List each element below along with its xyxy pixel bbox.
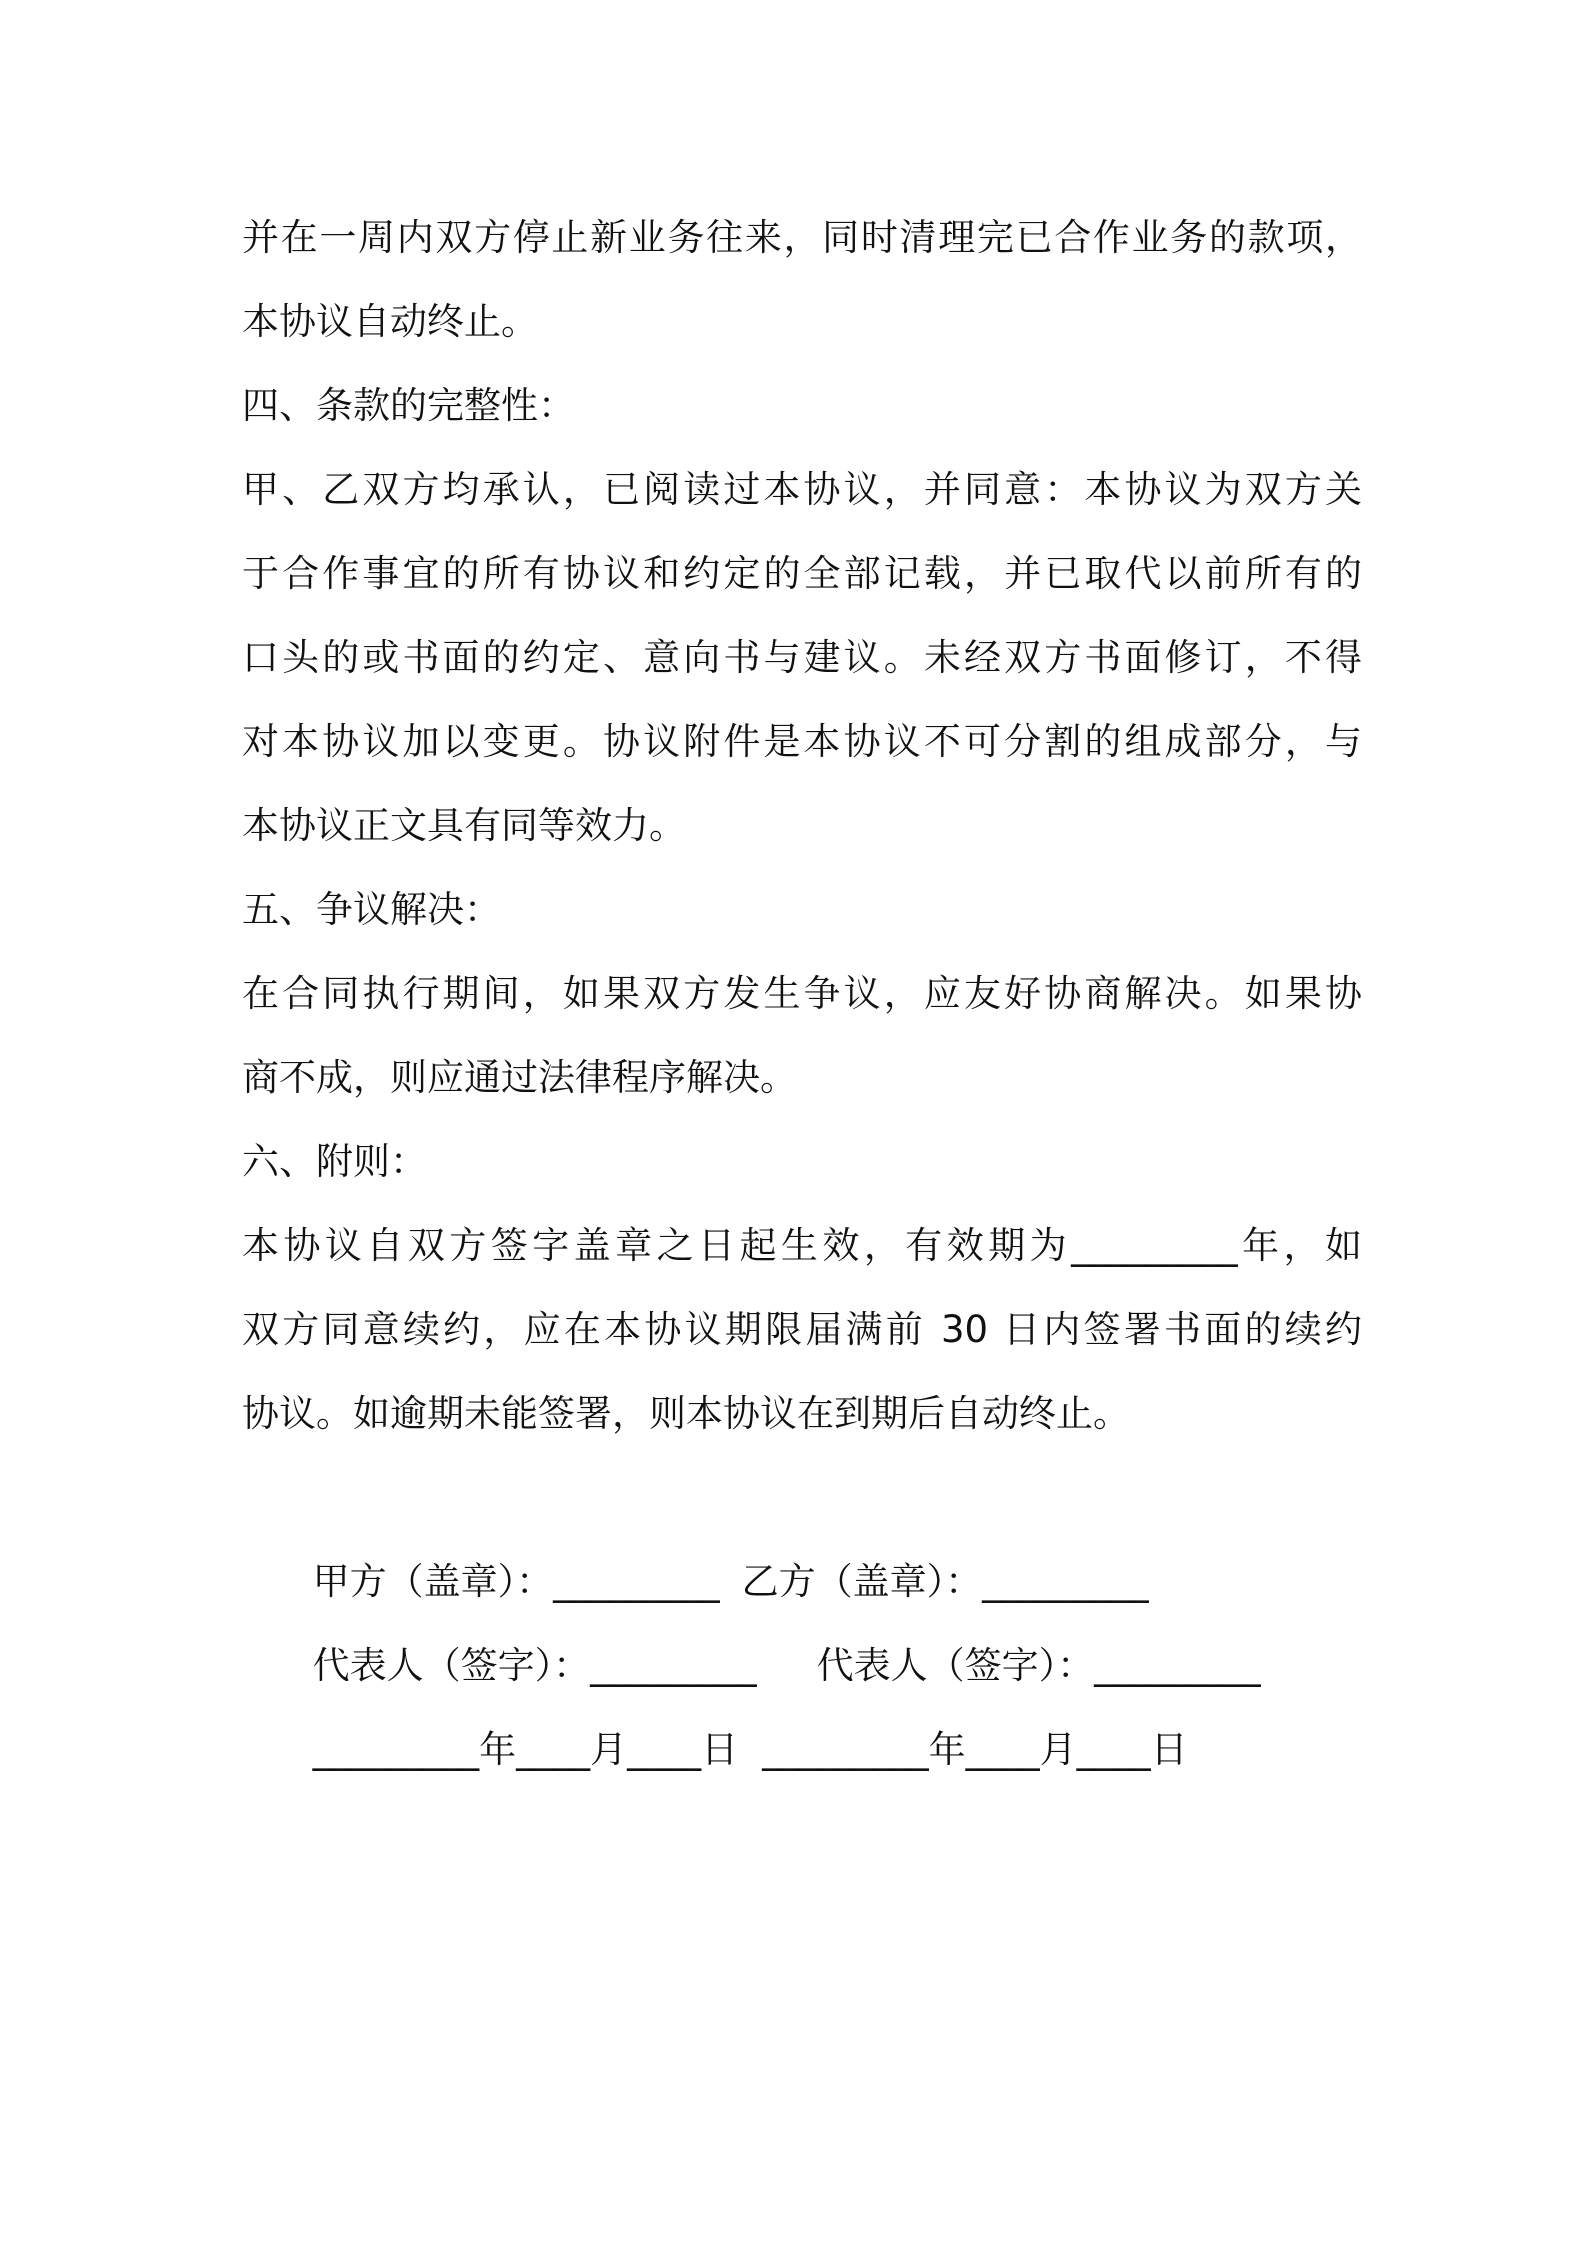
- paragraph-line: 本协议正文具有同等效力。: [242, 804, 686, 847]
- signature-row-seal: [242, 1456, 1362, 1603]
- party-b-seal-field: 乙方（盖章）：_________: [741, 1560, 1149, 1603]
- party-a-seal-field: 甲方（盖章）：_________: [312, 1560, 720, 1603]
- section-heading: 六、附则：: [242, 1140, 427, 1183]
- paragraph-line: 本协议自双方签字盖章之日起生效，有效期为_________年，如: [242, 1224, 1362, 1267]
- paragraph-line: 双方同意续约，应在本协议期限届满前 30 日内签署书面的续约: [242, 1308, 1362, 1351]
- party-b-date-field: _________年____月____日: [762, 1728, 1188, 1771]
- paragraph-line: 协议。如逾期未能签署，则本协议在到期后自动终止。: [242, 1392, 1130, 1435]
- paragraph-line: 甲、乙双方均承认，已阅读过本协议，并同意：本协议为双方关: [242, 468, 1362, 511]
- document-body: [242, 196, 1362, 1771]
- paragraph-line: 口头的或书面的约定、意向书与建议。未经双方书面修订，不得: [242, 636, 1362, 679]
- party-b-representative-field: 代表人（签字）：_________: [816, 1644, 1261, 1687]
- paragraph-line: 商不成，则应通过法律程序解决。: [242, 1056, 797, 1099]
- paragraph-line: 并在一周内双方停止新业务往来，同时清理完已合作业务的款项，: [242, 216, 1362, 259]
- party-a-representative-field: 代表人（签字）：_________: [312, 1644, 757, 1687]
- party-a-date-field: _________年____月____日: [312, 1728, 739, 1771]
- paragraph-line: 于合作事宜的所有协议和约定的全部记载，并已取代以前所有的: [242, 552, 1362, 595]
- paragraph-line: 在合同执行期间，如果双方发生争议，应友好协商解决。如果协: [242, 972, 1362, 1015]
- section-heading: 四、条款的完整性：: [242, 384, 575, 427]
- paragraph-line: 对本协议加以变更。协议附件是本协议不可分割的组成部分，与: [242, 720, 1362, 763]
- paragraph-line: 本协议自动终止。: [242, 300, 538, 343]
- section-heading: 五、争议解决：: [242, 888, 501, 931]
